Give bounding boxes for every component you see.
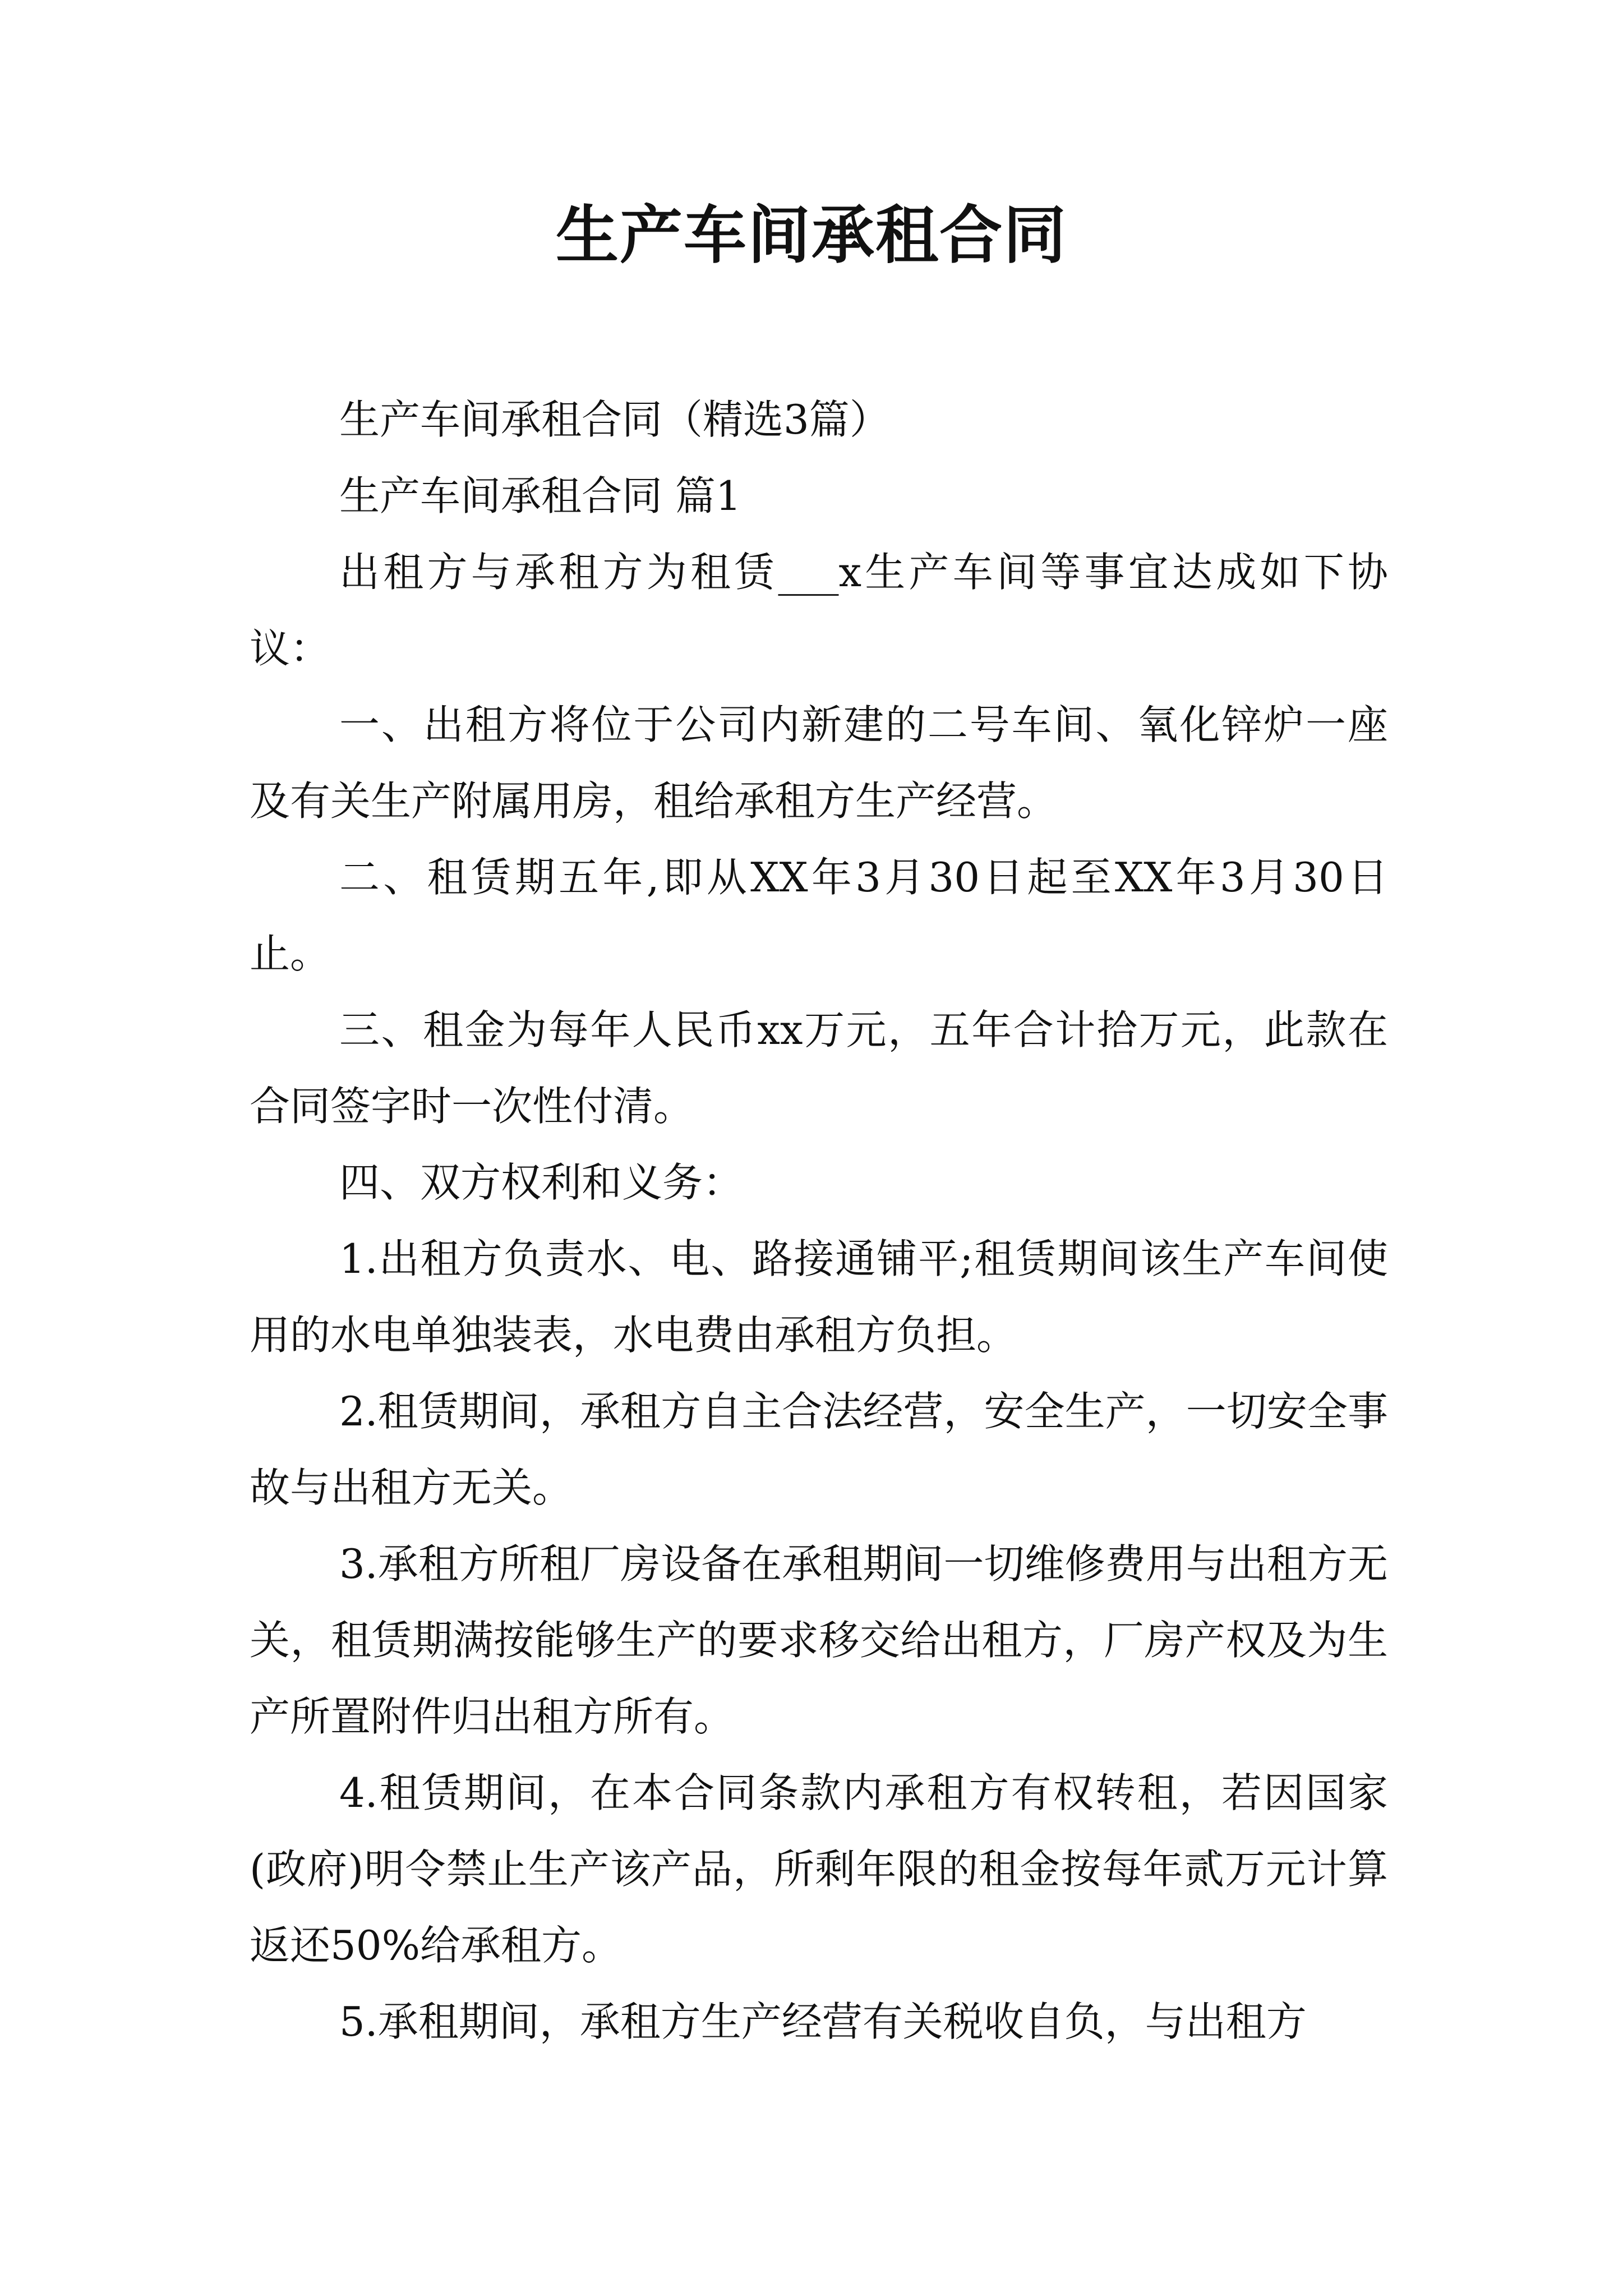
document-title: 生产车间承租合同 — [556, 199, 1067, 272]
paragraph-clause-2: 二、租赁期五年,即从XX年3月30日起至XX年3月30日止。 — [250, 854, 1388, 977]
paragraph-item-2: 2.租赁期间，承租方自主合法经营，安全生产，一切安全事故与出租方无关。 — [250, 1388, 1388, 1511]
paragraph-item-4: 4.租赁期间，在本合同条款内承租方有权转租，若因国家(政府)明令禁止生产该产品，所剩年限的租金按每年贰万元计算返还50%给承租方。 — [250, 1769, 1388, 1969]
document-body — [250, 381, 1388, 2060]
paragraph-item-1: 1.出租方负责水、电、路接通铺平;租赁期间该生产车间使用的水电单独装表，水电费由承租方负担。 — [250, 1235, 1388, 1359]
paragraph-clause-4: 四、双方权利和义务： — [339, 1159, 744, 1206]
paragraph-clause-3: 三、租金为每年人民币xx万元，五年合计拾万元，此款在合同签字时一次性付清。 — [250, 1006, 1388, 1130]
paragraph-item-5: 5.承租期间，承租方生产经营有关税收自负，与出租方 — [339, 1998, 1307, 2045]
paragraph-section-title: 生产车间承租合同 篇1 — [339, 472, 741, 519]
paragraph-clause-1: 一、出租方将位于公司内新建的二号车间、氧化锌炉一座及有关生产附属用房，租给承租方生产经营。 — [250, 701, 1388, 825]
paragraph-heading-selection: 生产车间承租合同（精选3篇） — [339, 396, 890, 443]
paragraph-intro: 出租方与承租方为租赁___x生产车间等事宜达成如下协议： — [250, 549, 1388, 672]
paragraph-item-3: 3.承租方所租厂房设备在承租期间一切维修费用与出租方无关，租赁期满按能够生产的要求移交给出租方，厂房产权及为生产所置附件归出租方所有。 — [250, 1540, 1388, 1740]
